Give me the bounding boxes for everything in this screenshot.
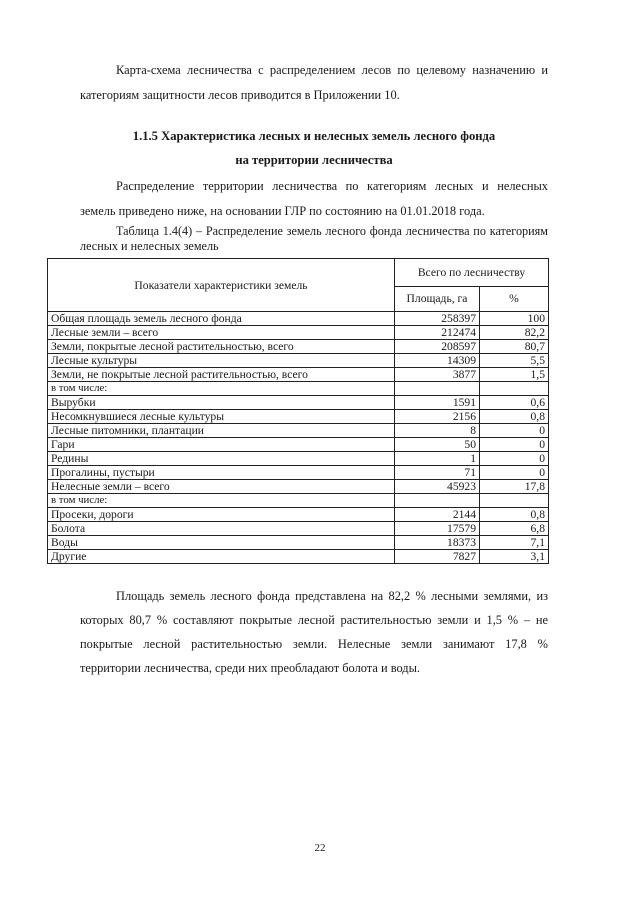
page-number: 22 [314, 842, 326, 854]
section-heading-line2: на территории лесничества [235, 153, 393, 167]
row-percent-cell [480, 494, 549, 508]
row-indicator-cell: Несомкнувшиеся лесные культуры [48, 410, 395, 424]
row-area-cell: 2144 [395, 508, 480, 522]
table-row [48, 368, 549, 382]
table-row [48, 396, 549, 410]
row-area-cell: 7827 [395, 550, 480, 564]
table-row [48, 452, 549, 466]
table-row [48, 410, 549, 424]
table-row [48, 522, 549, 536]
row-area-cell: 17579 [395, 522, 480, 536]
table-row [48, 424, 549, 438]
row-percent-cell [480, 382, 549, 396]
summary-paragraph: Площадь земель лесного фонда представлена на 82,2 % лесными землями, из которых 80,7 % составляют покрытые лесной растительностью земли и 1,5 % – не покрытые лесной растительностью земли. Нелесные земли занимают 17,8 % территории лесничества, среди них преобладают болота и воды. [80, 589, 548, 675]
row-percent-cell: 6,8 [480, 522, 549, 536]
row-area-cell: 8 [395, 424, 480, 438]
distribution-paragraph: Распределение территории лесничества по категориям лесных и нелесных земель приведено ниже, на основании ГЛР по состоянию на 01.01.2018 года. [80, 179, 548, 218]
row-area-cell: 2156 [395, 410, 480, 424]
row-percent-cell: 5,5 [480, 354, 549, 368]
row-area-cell: 258397 [395, 312, 480, 326]
table-row [48, 466, 549, 480]
row-percent-cell: 0,8 [480, 410, 549, 424]
row-area-cell: 208597 [395, 340, 480, 354]
row-percent-cell: 0 [480, 424, 549, 438]
row-percent-cell: 0 [480, 438, 549, 452]
header-total: Всего по лесничеству [395, 259, 549, 287]
row-indicator-cell: Другие [48, 550, 395, 564]
table-row [48, 536, 549, 550]
row-indicator-cell: Земли, не покрытые лесной растительностью, всего [48, 368, 395, 382]
row-percent-cell: 17,8 [480, 480, 549, 494]
row-percent-cell: 7,1 [480, 536, 549, 550]
row-indicator-cell: Редины [48, 452, 395, 466]
table-row [48, 312, 549, 326]
row-indicator-cell: в том числе: [48, 494, 395, 508]
table-row [48, 494, 549, 508]
header-area: Площадь, га [395, 286, 480, 311]
row-area-cell: 18373 [395, 536, 480, 550]
row-percent-cell: 80,7 [480, 340, 549, 354]
table-row [48, 382, 549, 396]
table-caption: Таблица 1.4(4) – Распределение земель лесного фонда лесничества по категориям лесных и нелесных земель [80, 224, 548, 253]
header-indicator: Показатели характеристики земель [48, 259, 395, 312]
row-indicator-cell: Лесные земли – всего [48, 326, 395, 340]
row-area-cell [395, 382, 480, 396]
table-row [48, 340, 549, 354]
row-indicator-cell: Гари [48, 438, 395, 452]
row-area-cell: 1591 [395, 396, 480, 410]
row-area-cell: 1 [395, 452, 480, 466]
row-area-cell: 45923 [395, 480, 480, 494]
row-indicator-cell: Болота [48, 522, 395, 536]
row-percent-cell: 1,5 [480, 368, 549, 382]
row-indicator-cell: Общая площадь земель лесного фонда [48, 312, 395, 326]
section-heading-line1: 1.1.5 Характеристика лесных и нелесных земель лесного фонда [132, 129, 496, 143]
row-area-cell [395, 494, 480, 508]
row-indicator-cell: Просеки, дороги [48, 508, 395, 522]
row-indicator-cell: Лесные культуры [48, 354, 395, 368]
table-row [48, 550, 549, 564]
row-percent-cell: 0,6 [480, 396, 549, 410]
row-indicator-cell: в том числе: [48, 382, 395, 396]
row-area-cell: 50 [395, 438, 480, 452]
header-percent: % [480, 286, 549, 311]
row-indicator-cell: Воды [48, 536, 395, 550]
table-row [48, 326, 549, 340]
row-percent-cell: 0 [480, 466, 549, 480]
intro-paragraph: Карта-схема лесничества с распределением лесов по целевому назначению и категориям защитности лесов приводится в Приложении 10. [80, 63, 548, 102]
row-area-cell: 212474 [395, 326, 480, 340]
row-area-cell: 71 [395, 466, 480, 480]
section-heading [80, 124, 548, 172]
table-row [48, 354, 549, 368]
row-percent-cell: 3,1 [480, 550, 549, 564]
row-indicator-cell: Прогалины, пустыри [48, 466, 395, 480]
table-row [48, 438, 549, 452]
row-area-cell: 14309 [395, 354, 480, 368]
table-body [48, 312, 549, 564]
land-distribution-table [47, 258, 549, 564]
row-indicator-cell: Вырубки [48, 396, 395, 410]
row-percent-cell: 82,2 [480, 326, 549, 340]
row-percent-cell: 100 [480, 312, 549, 326]
row-area-cell: 3877 [395, 368, 480, 382]
row-indicator-cell: Земли, покрытые лесной растительностью, всего [48, 340, 395, 354]
row-indicator-cell: Лесные питомники, плантации [48, 424, 395, 438]
table-row [48, 508, 549, 522]
row-percent-cell: 0 [480, 452, 549, 466]
row-percent-cell: 0,8 [480, 508, 549, 522]
table-row [48, 480, 549, 494]
row-indicator-cell: Нелесные земли – всего [48, 480, 395, 494]
